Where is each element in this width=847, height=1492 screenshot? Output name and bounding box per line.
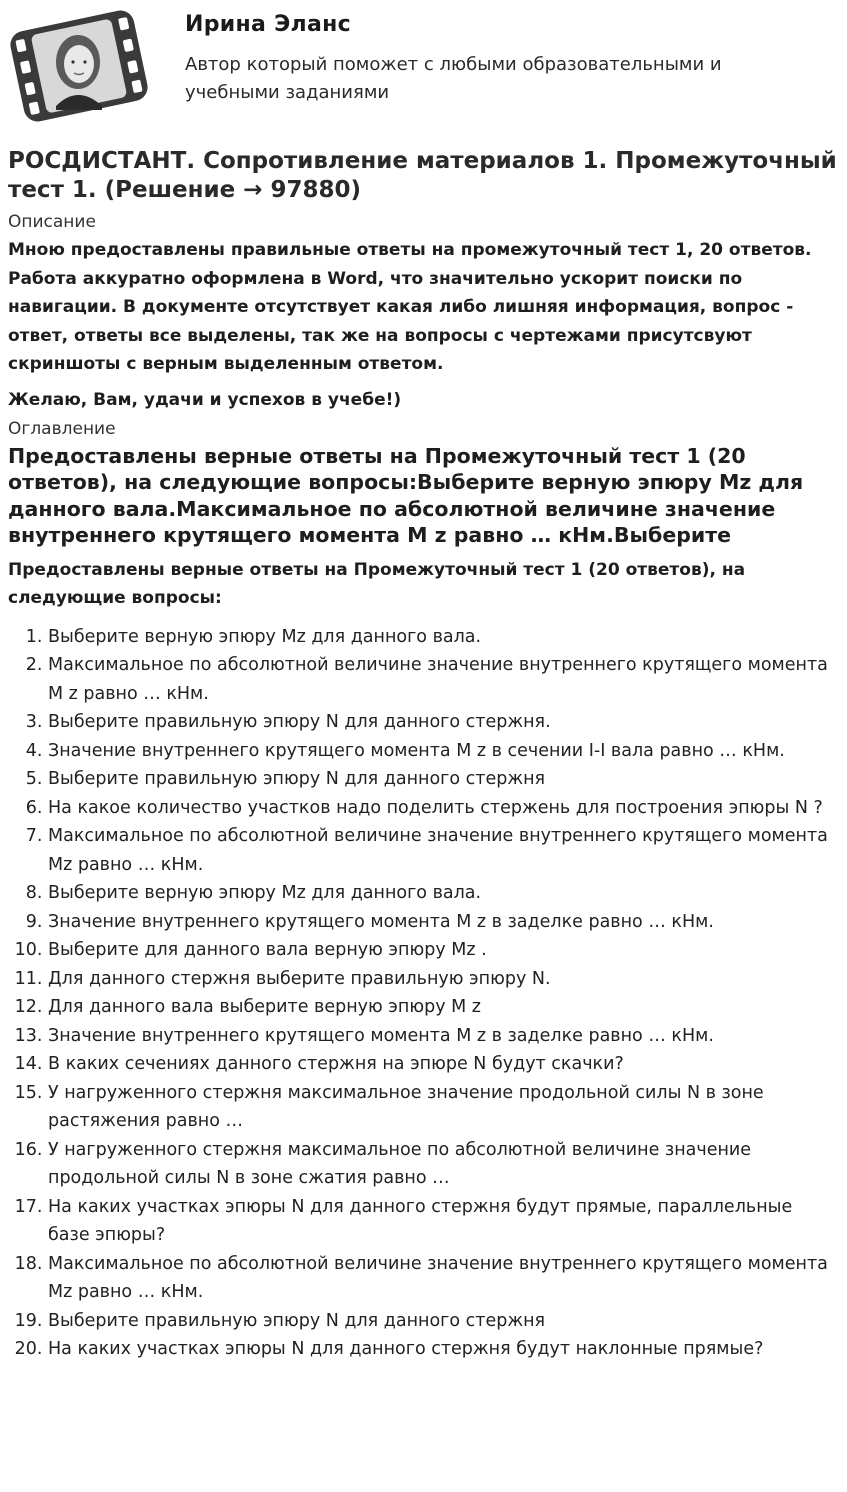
toc-subheading: Предоставлены верные ответы на Промежуточный тест 1 (20 ответов), на следующие вопросы: [8, 559, 746, 608]
author-name[interactable]: Ирина Эланс [185, 12, 351, 37]
description-text: Мною предоставлены правильные ответы на промежуточный тест 1, 20 ответов. Работа аккуратно оформлена в Word, что значительно ускорит поиски по навигации. В документе отсутствует какая либо лишняя информация, вопрос - ответ, ответы все выделены, так же на вопросы с чертежами присутсвуют скриншоты с верным выделенным ответом. [8, 240, 812, 374]
list-item: 6. На какое количество участков надо поделить стержень для построения эпюры N ? [48, 794, 838, 823]
wish-text: Желаю, Вам, удачи и успехов в учебе!) [8, 389, 402, 410]
author-header [0, 0, 847, 130]
author-description: Автор который поможет с любыми образовательными и учебными заданиями [185, 54, 722, 103]
list-item: 7. Максимальное по абсолютной величине значение внутреннего крутящего момента Mz равно … кНм. [48, 822, 838, 879]
list-item: 16. У нагруженного стержня максимальное по абсолютной величине значение продольной силы N в зоне сжатия равно … [48, 1136, 838, 1193]
list-item: 5. Выберите правильную эпюру N для данного стержня [48, 765, 838, 794]
list-item: 10. Выберите для данного вала верную эпюру Mz . [48, 936, 838, 965]
list-item: 13. Значение внутреннего крутящего момента M z в заделке равно … кНм. [48, 1022, 838, 1051]
author-avatar[interactable] [6, 6, 152, 126]
toc-heading: Предоставлены верные ответы на Промежуточный тест 1 (20 ответов), на следующие вопросы:Выберите верную эпюру Mz для данного вала.Максимальное по абсолютной величине значение внутреннего крутящего момента M z равно … кНм.Выберите [8, 443, 804, 547]
description-label: Описание [8, 212, 96, 232]
document-body [8, 147, 838, 1364]
list-item: 9. Значение внутреннего крутящего момента M z в заделке равно … кНм. [48, 908, 838, 937]
list-item: 18. Максимальное по абсолютной величине значение внутреннего крутящего момента Mz равно … кНм. [48, 1250, 838, 1307]
questions-list [8, 623, 838, 1364]
list-item: 15. У нагруженного стержня максимальное значение продольной силы N в зоне растяжения равно … [48, 1079, 838, 1136]
list-item: 1. Выберите верную эпюру Mz для данного вала. [48, 623, 838, 652]
toc-label: Оглавление [8, 418, 116, 439]
list-item: 19. Выберите правильную эпюру N для данного стержня [48, 1307, 838, 1336]
list-item: 3. Выберите правильную эпюру N для данного стержня. [48, 708, 838, 737]
list-item: 4. Значение внутреннего крутящего момента M z в сечении I-I вала равно … кНм. [48, 737, 838, 766]
list-item: 2. Максимальное по абсолютной величине значение внутреннего крутящего момента M z равно … кНм. [48, 651, 838, 708]
list-item: 12. Для данного вала выберите верную эпюру M z [48, 993, 838, 1022]
list-item: 14. В каких сечениях данного стержня на эпюре N будут скачки? [48, 1050, 838, 1079]
list-item: 17. На каких участках эпюры N для данного стержня будут прямые, параллельные базе эпюры? [48, 1193, 838, 1250]
list-item: 20. На каких участках эпюры N для данного стержня будут наклонные прямые? [48, 1335, 838, 1364]
page-title: РОСДИСТАНТ. Сопротивление материалов 1. Промежуточный тест 1. (Решение → 97880) [8, 148, 837, 203]
list-item: 11. Для данного стержня выберите правильную эпюру N. [48, 965, 838, 994]
list-item: 8. Выберите верную эпюру Mz для данного вала. [48, 879, 838, 908]
